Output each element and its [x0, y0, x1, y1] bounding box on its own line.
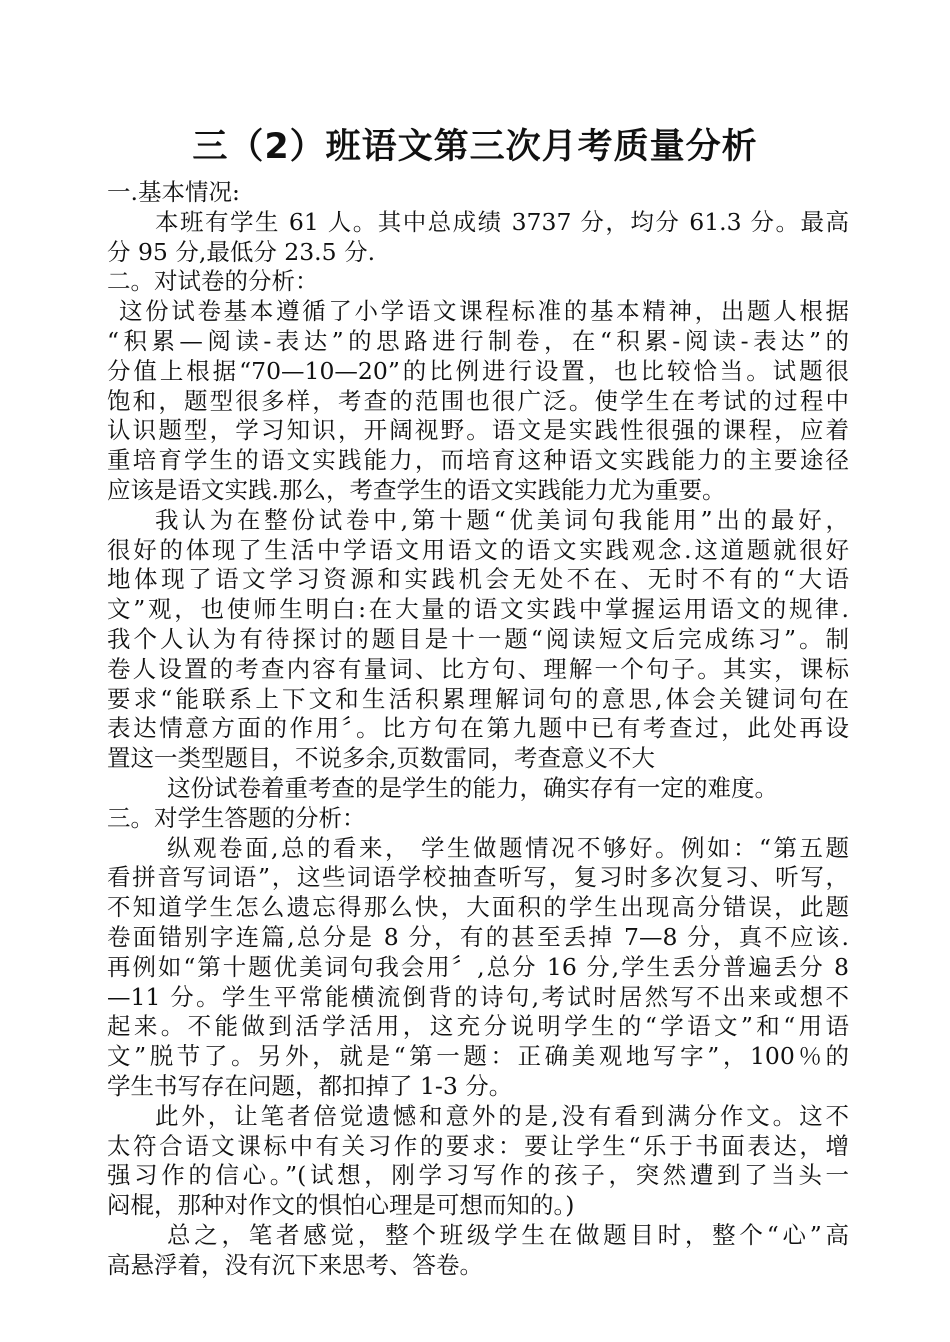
text-line: 卷人设置的考查内容有量词、比方句、理解一个句子。其实，课标 — [107, 654, 849, 683]
text-line: 本班有学生 61 人。其中总成绩 3737 分，均分 61.3 分。最高 — [155, 207, 849, 236]
text-line: “积累—阅读-表达”的思路进行制卷，在“积累-阅读-表达”的 — [107, 326, 849, 355]
text-line: 二。对试卷的分析： — [107, 267, 319, 296]
text-line: 总之，笔者感觉，整个班级学生在做题目时，整个“心”高 — [167, 1220, 849, 1249]
text-line: 这份试卷着重考查的是学生的能力，确实存有一定的难度。 — [167, 773, 778, 802]
text-line: 重培育学生的语文实践能力，而培育这种语文实践能力的主要途径 — [107, 446, 849, 475]
text-line: 置这一类型题目，不说多余,页数雷同，考查意义不大 — [107, 744, 655, 773]
text-line: 不知道学生怎么遗忘得那么快，大面积的学生出现高分错误，此题 — [107, 893, 849, 922]
document-body — [107, 178, 849, 1280]
text-line: 分 95 分,最低分 23.5 分. — [107, 237, 376, 266]
text-line: 很好的体现了生活中学语文用语文的语文实践观念.这道题就很好 — [107, 535, 849, 564]
document-title: 三（2）班语文第三次月考质量分析 — [192, 127, 758, 167]
text-line: 文”脱节了。另外，就是“第一题：正确美观地写字”，100％的 — [107, 1042, 849, 1071]
text-line: 认识题型，学习知识，开阔视野。语文是实践性很强的课程，应着 — [107, 416, 849, 445]
text-line: 此外，让笔者倍觉遗憾和意外的是,没有看到满分作文。这不 — [155, 1101, 849, 1130]
text-line: 高悬浮着，没有沉下来思考、答卷。 — [107, 1250, 483, 1279]
text-line: 表达情意方面的作用〞。比方句在第九题中已有考查过，此处再设 — [107, 714, 849, 743]
text-line: 闷棍，那种对作文的惧怕心理是可想而知的。) — [107, 1191, 575, 1220]
text-line: 我认为在整份试卷中,第十题“优美词句我能用”出的最好， — [155, 505, 849, 534]
text-line: 这份试卷基本遵循了小学语文课程标准的基本精神，出题人根据 — [119, 297, 849, 326]
text-line: 应该是语文实践.那么，考查学生的语文实践能力尤为重要。 — [107, 475, 726, 504]
text-line: 起来。不能做到活学活用，这充分说明学生的“学语文”和“用语 — [107, 1012, 849, 1041]
text-line: 三。对学生答题的分析： — [107, 803, 366, 832]
text-line: 文”观，也使师生明白:在大量的语文实践中掌握运用语文的规律. — [107, 595, 849, 624]
text-line: 要求“能联系上下文和生活积累理解词句的意思,体会关键词句在 — [107, 684, 849, 713]
text-line: 太符合语文课标中有关习作的要求：要让学生“乐于书面表达，增 — [107, 1131, 849, 1160]
text-line: 看拼音写词语”，这些词语学校抽查听写，复习时多次复习、听写， — [107, 863, 849, 892]
text-line: 我个人认为有待探讨的题目是十一题“阅读短文后完成练习”。制 — [107, 624, 849, 653]
text-line: 卷面错别字连篇,总分是 8 分，有的甚至丢掉 7—8 分，真不应该. — [107, 922, 849, 951]
text-line: 学生书写存在问题，都扣掉了 1-3 分。 — [107, 1071, 513, 1100]
text-line: 一.基本情况: — [107, 178, 240, 206]
text-line: 分值上根据“70—10—20”的比例进行设置，也比较恰当。试题很 — [107, 356, 849, 385]
text-line: 强习作的信心。”(试想，刚学习写作的孩子，突然遭到了当头一 — [107, 1161, 849, 1190]
text-line: 纵观卷面,总的看来， 学生做题情况不够好。例如：“第五题 — [167, 833, 849, 862]
text-line: 地体现了语文学习资源和实践机会无处不在、无时不有的“大语 — [107, 565, 849, 594]
text-line: —11 分。学生平常能横流倒背的诗句,考试时居然写不出来或想不 — [107, 982, 849, 1011]
text-line: 饱和，题型很多样，考查的范围也很广泛。使学生在考试的过程中 — [107, 386, 849, 415]
text-line: 再例如“第十题优美词句我会用〞,总分 16 分,学生丢分普遍丢分 8 — [107, 952, 849, 981]
